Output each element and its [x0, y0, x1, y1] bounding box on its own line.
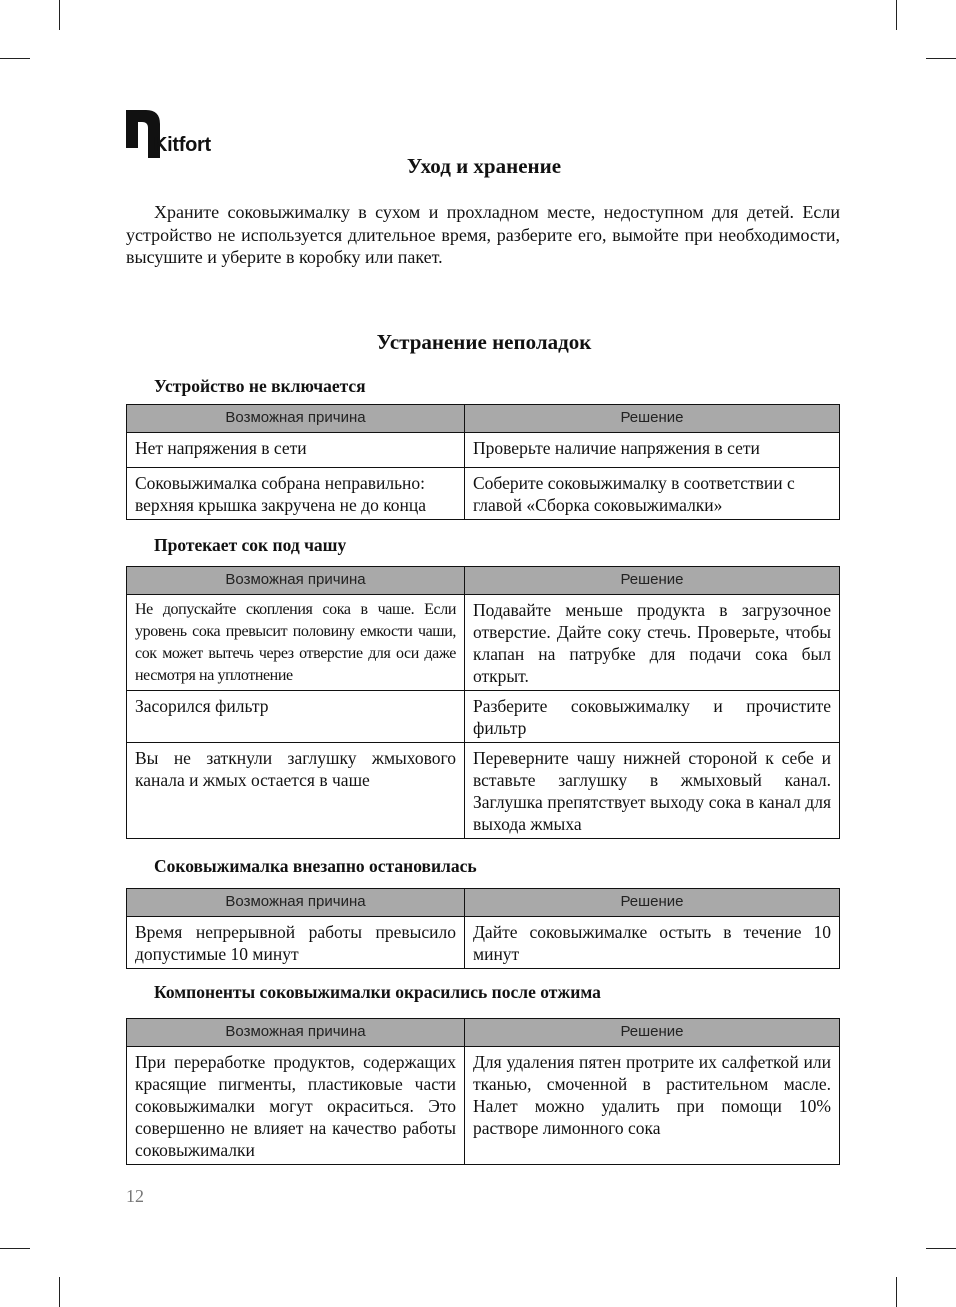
header-cause: Возможная причина — [127, 889, 465, 917]
cause-cell: Нет напряжения в сети — [127, 433, 465, 468]
crop-mark — [926, 58, 956, 59]
crop-mark — [59, 1277, 60, 1307]
crop-mark — [0, 1248, 30, 1249]
cause-cell: Засорился фильтр — [127, 691, 465, 743]
table-header-row — [127, 1019, 840, 1047]
trouble-table — [126, 1018, 840, 1165]
section-heading: Устройство не включается — [154, 376, 366, 396]
table-row — [127, 595, 840, 691]
crop-mark — [896, 1277, 897, 1307]
table-row — [127, 917, 840, 969]
solution-cell: Подавайте меньше продукта в загрузочное отверстие. Дайте соку стечь. Проверьте, чтобы клапан на патрубке для подачи сока был открыт. — [465, 595, 840, 691]
troubleshooting-title: Устранение неполадок — [376, 330, 592, 354]
trouble-table — [126, 404, 840, 520]
table-header-row — [127, 405, 840, 433]
header-solution: Решение — [465, 405, 840, 433]
section-heading: Соковыжималка внезапно остановилась — [154, 856, 477, 876]
cause-cell: Время непрерывной работы превысило допустимые 10 минут — [127, 917, 465, 969]
cause-cell: Не допускайте скопления сока в чаше. Если уровень сока превысит половину емкости чаши, сок может вытечь через отверстие для оси даже несмотря на уплотнение — [127, 595, 465, 691]
solution-cell: Соберите соковыжималку в соответствии с главой «Сборка соковыжималки» — [465, 468, 840, 520]
solution-cell: Переверните чашу нижней стороной к себе и вставьте заглушку в жмыховый канал. Заглушка препятствует выходу сока в канал для выхода жмыха — [465, 743, 840, 839]
crop-mark — [896, 0, 897, 30]
table-row — [127, 1047, 840, 1165]
page-number: 12 — [126, 1186, 144, 1206]
header-solution: Решение — [465, 567, 840, 595]
care-title: Уход и хранение — [406, 154, 562, 178]
table-row — [127, 743, 840, 839]
table-row — [127, 691, 840, 743]
table-row — [127, 468, 840, 520]
crop-mark — [0, 58, 30, 59]
care-paragraph: Храните соковыжималку в сухом и прохладном месте, недоступном для детей. Если устройство не используется длительное время, разберите его, вымойте при необходимости, высушите и уберите в коробку или пакет. — [126, 202, 840, 267]
cause-cell: Соковыжималка собрана неправильно: верхняя крышка закручена не до конца — [127, 468, 465, 520]
solution-cell: Разберите соковыжималку и прочистите фильтр — [465, 691, 840, 743]
trouble-table — [126, 888, 840, 969]
trouble-table — [126, 566, 840, 839]
table-row — [127, 433, 840, 468]
kitfort-logo — [126, 110, 236, 158]
section-heading: Протекает сок под чашу — [154, 535, 347, 555]
table-header-row — [127, 889, 840, 917]
solution-cell: Для удаления пятен протрите их салфеткой или тканью, смоченной в растительном масле. Налет можно удалить при помощи 10% растворе лимонного сока — [465, 1047, 840, 1165]
solution-cell: Проверьте наличие напряжения в сети — [465, 433, 840, 468]
header-cause: Возможная причина — [127, 1019, 465, 1047]
table-header-row — [127, 567, 840, 595]
crop-mark — [59, 0, 60, 30]
solution-cell: Дайте соковыжималке остыть в течение 10 минут — [465, 917, 840, 969]
cause-cell: Вы не заткнули заглушку жмыхового канала и жмых остается в чаше — [127, 743, 465, 839]
kitfort-logo-text: Kitfort — [153, 134, 211, 156]
header-solution: Решение — [465, 889, 840, 917]
cause-cell: При переработке продуктов, содержащих красящие пигменты, пластиковые части соковыжималки могут окраситься. Это совершенно не влияет на качество работы соковыжималки — [127, 1047, 465, 1165]
section-heading: Компоненты соковыжималки окрасились после отжима — [154, 982, 601, 1002]
crop-mark — [926, 1248, 956, 1249]
header-solution: Решение — [465, 1019, 840, 1047]
header-cause: Возможная причина — [127, 567, 465, 595]
header-cause: Возможная причина — [127, 405, 465, 433]
